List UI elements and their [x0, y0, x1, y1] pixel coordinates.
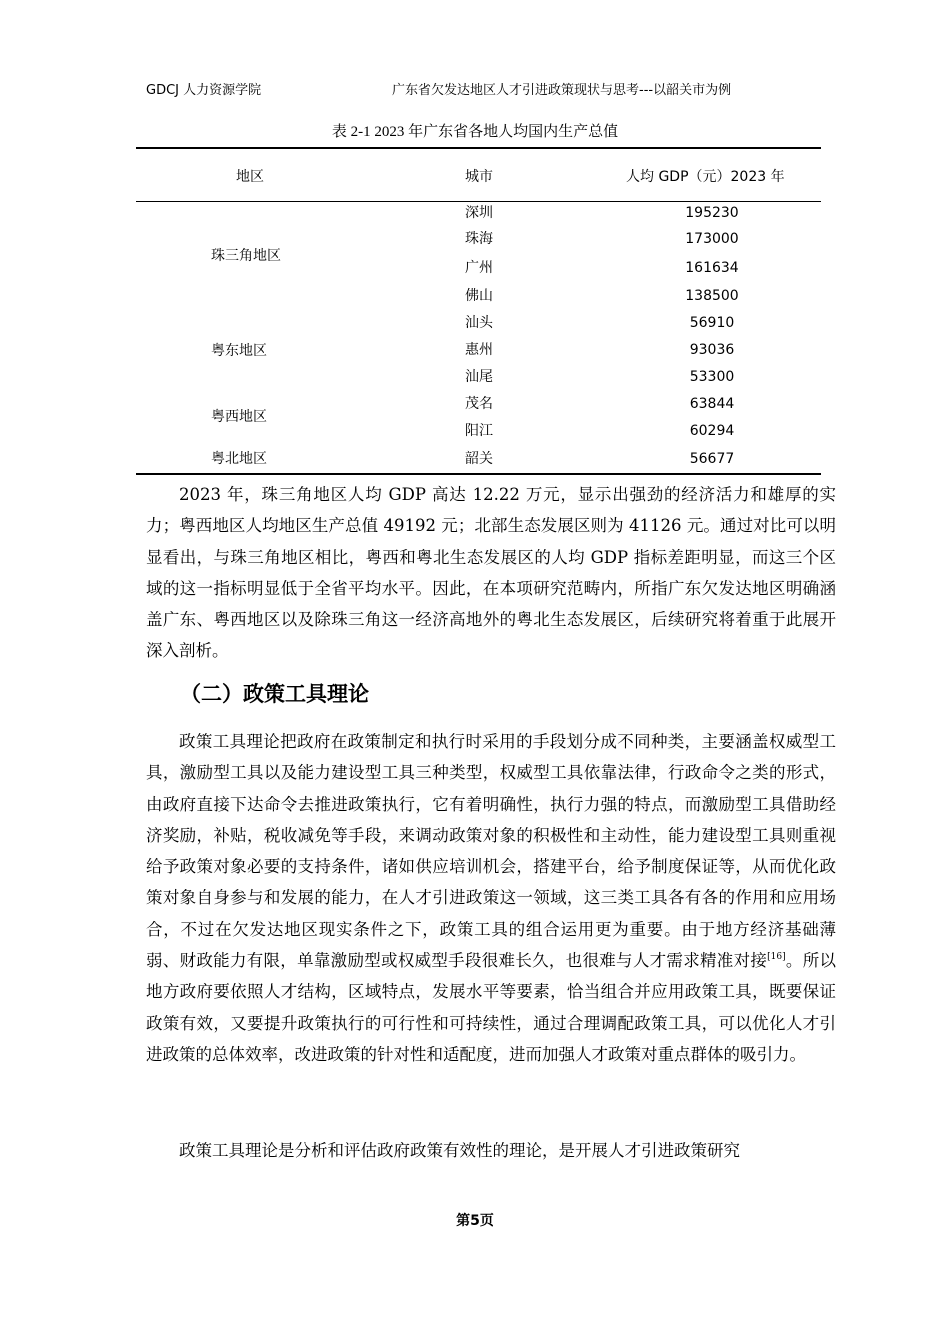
- paragraph-text: 政策工具理论把政府在政策制定和执行时采用的手段划分成不同种类，主要涵盖权威型工具，激励型工具以及能力建设型工具三种类型，权威型工具依靠法律，行政命令之类的形式，由政府直接下达命令去推进政策执行，它有着明确性，执行力强的特点，而激励型工具借助经济奖励，补贴，税收减免等手段，来调动政策对象的积极性和主动性，能力建设型工具则重视给予政策对象必要的支持条件，诸如供应培训机会，搭建平台，给予制度保证等，从而优化政策对象自身参与和发展的能力，在人才引进政策这一领域，这三类工具各有各的作用和应用场合，不过在欠发达地区现实条件之下，政策工具的组合运用更为重要。由于地方经济基础薄弱、财政能力有限，单靠激励型或权威型手段很难长久，也很难与人才需求精准对接: [146, 732, 836, 971]
- region-label: 粤西地区: [211, 409, 267, 425]
- gdp-value-cell: 56910: [689, 315, 735, 331]
- table-bottom-rule: [136, 473, 821, 475]
- header-title: 广东省欠发达地区人才引进政策现状与思考---以韶关市为例: [392, 83, 732, 98]
- section-heading: （二）政策工具理论: [180, 682, 369, 706]
- gdp-value-cell: 161634: [685, 260, 739, 276]
- body-paragraph: 政策工具理论是分析和评估政府政策有效性的理论，是开展人才引进政策研究: [179, 1141, 740, 1160]
- region-label: 粤北地区: [211, 451, 267, 467]
- gdp-value-cell: 56677: [689, 451, 735, 467]
- column-header-gdp: 人均 GDP（元）2023 年: [626, 169, 785, 185]
- body-paragraph: [146, 726, 836, 1070]
- gdp-table: [136, 147, 821, 475]
- body-paragraph: 2023 年，珠三角地区人均 GDP 高达 12.22 万元，显示出强劲的经济活力和雄厚的实力；粤西地区人均地区生产总值 49192 元；北部生态发展区则为 41126 元。通过对比可以明显看出，与珠三角地区相比，粤西和粤北生态发展区的人均 GDP 指标差距明显，而这三个区域的这一指标明显低于全省平均水平。因此，在本项研究范畴内，所指广东欠发达地区明确涵盖广东、粤西地区以及除珠三角这一经济高地外的粤北生态发展区，后续研究将着重于此展开深入剖析。: [146, 485, 836, 661]
- table-top-rule: [136, 147, 821, 149]
- table-caption: 表 2-1 2023 年广东省各地人均国内生产总值: [331, 124, 619, 140]
- gdp-value-cell: 138500: [685, 288, 739, 304]
- column-header-region: 地区: [236, 169, 264, 185]
- gdp-value-cell: 93036: [689, 342, 735, 358]
- city-cell: 珠海: [465, 231, 493, 247]
- citation-marker: [16]: [767, 952, 786, 963]
- city-cell: 汕尾: [465, 369, 493, 385]
- city-cell: 深圳: [465, 205, 493, 221]
- city-cell: 韶关: [465, 451, 493, 467]
- header-institution: GDCJ 人力资源学院: [146, 83, 262, 98]
- page-number: 第5页: [456, 1213, 494, 1229]
- city-cell: 汕头: [465, 315, 493, 331]
- gdp-value-cell: 60294: [689, 423, 735, 439]
- table-header-rule: [136, 201, 821, 202]
- column-header-city: 城市: [465, 169, 493, 185]
- paragraph-text: 。所以地方政府要依照人才结构，区域特点，发展水平等要素，恰当组合并应用政策工具，既要保证政策有效，又要提升政策执行的可行性和可持续性，通过合理调配政策工具，可以优化人才引进政策的总体效率，改进政策的针对性和适配度，进而加强人才政策对重点群体的吸引力。: [146, 951, 837, 1064]
- region-label: 粤东地区: [211, 343, 267, 359]
- city-cell: 广州: [465, 260, 493, 276]
- region-label: 珠三角地区: [211, 248, 281, 264]
- gdp-value-cell: 195230: [685, 205, 739, 221]
- city-cell: 阳江: [465, 423, 493, 439]
- gdp-value-cell: 53300: [689, 369, 735, 385]
- city-cell: 惠州: [465, 342, 493, 358]
- city-cell: 佛山: [465, 288, 493, 304]
- gdp-value-cell: 173000: [685, 231, 739, 247]
- gdp-value-cell: 63844: [689, 396, 735, 412]
- city-cell: 茂名: [465, 396, 493, 412]
